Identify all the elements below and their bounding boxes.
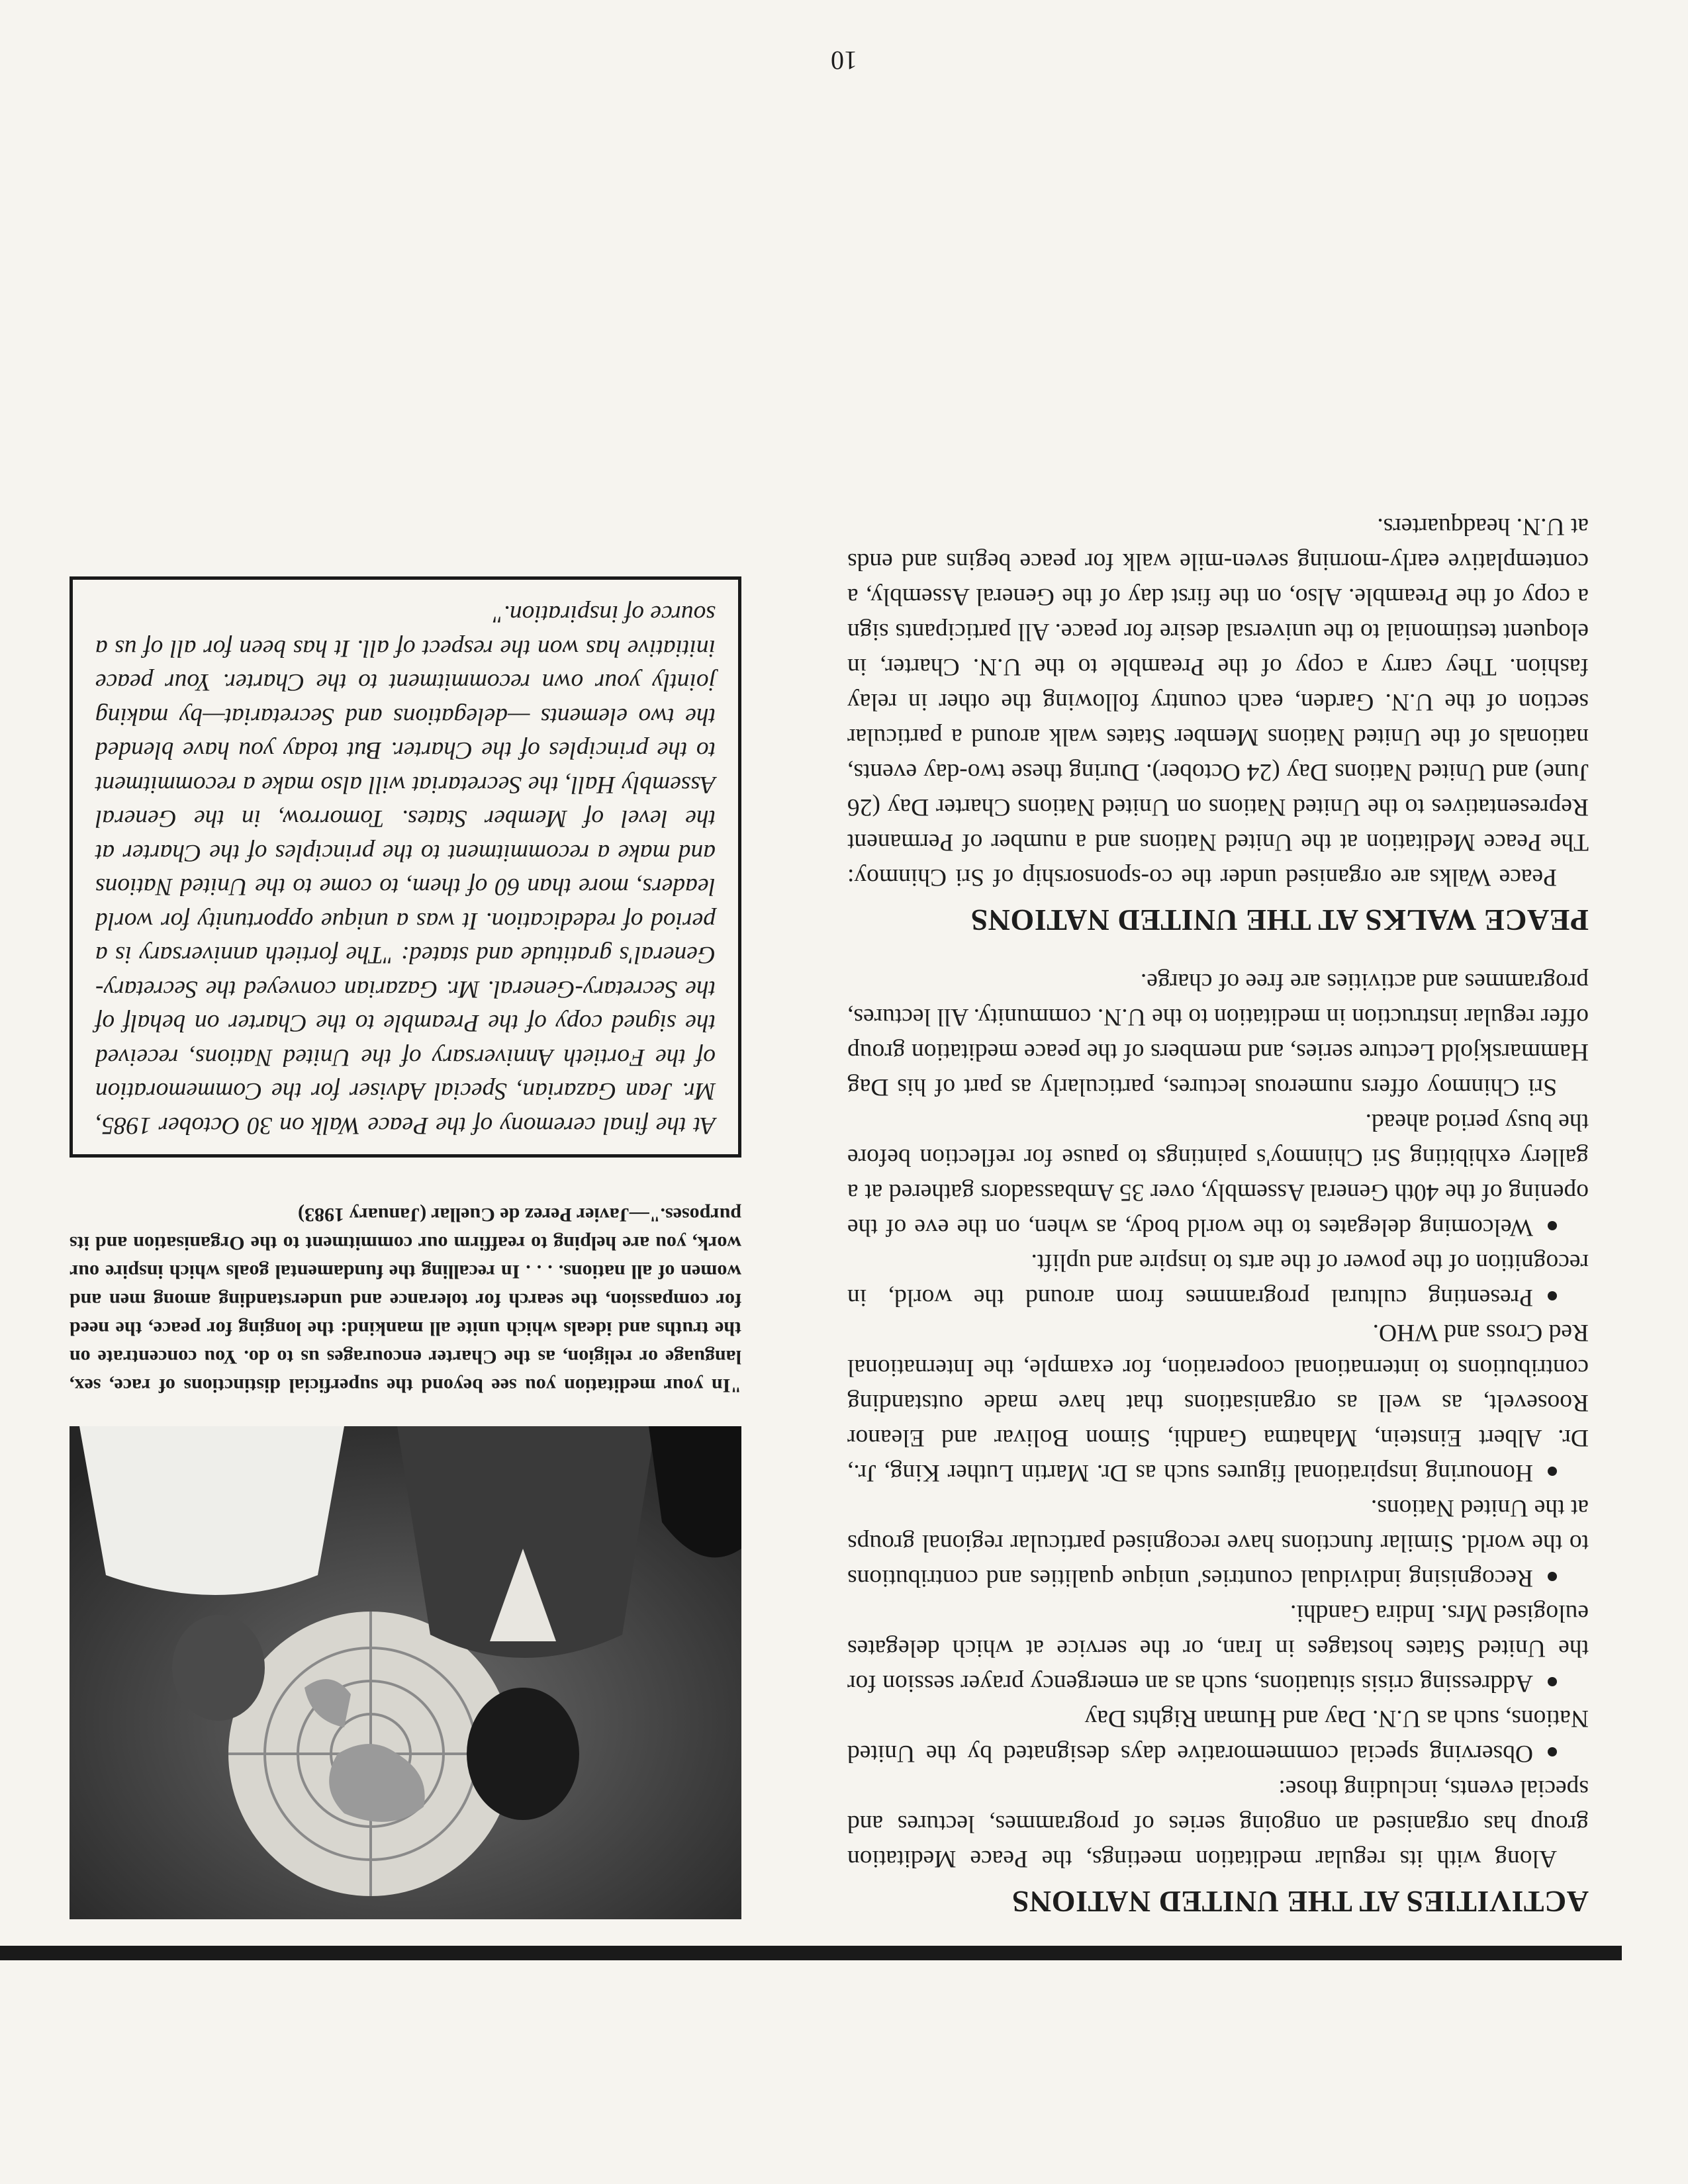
list-item: Observing special commemorative days designated by the United Nations, such as U.N. Day and Human Rights Day [847,1705,1589,1767]
photo-illustration [70,1426,741,1919]
bullet-icon [1548,1467,1557,1476]
peace-walks-heading: PEACE WALKS AT THE UNITED NATIONS [970,903,1589,937]
bullet-icon [1548,1677,1557,1686]
un-emblem-photo [70,1426,741,1919]
bullet-icon [1548,1221,1557,1230]
left-column [847,509,1589,1919]
list-item: Addressing crisis situations, such as an emergency prayer session for the United States hostages in Iran, or the service at which delegates eulogised Mrs. Indira Gandhi. [847,1600,1589,1697]
list-item: Honouring inspirational figures such as Dr. Martin Luther King, Jr., Dr. Albert Einstein, Mahatma Gandhi, Simon Bolivar and Eleanor Roosevelt, as well as organisations that have made outstanding contributions to international cooperation, for example, the International Red Cross and WHO. [847,1319,1589,1486]
activities-heading: ACTIVITIES AT THE UNITED NATIONS [1011,1885,1589,1919]
page-number: 10 [831,46,857,75]
header-rule [0,1946,1622,1960]
perez-de-cuellar-quote: "In your meditation you see beyond the superficial distinctions of race, sex, language or religion, as the Charter encourages us to do. You concentrate on the truths and ideals which unite all mankind: the longing for peace, the need for compassion, the search for tolerance and understanding among men and women of all nations. . . . In recalling the fundamental goals which inspire our work, you are helping to reaffirm our commitment to the Organisation and its purposes."—Javier Perez de Cuellar (January 1983) [70,1204,741,1396]
bullet-icon [1548,1747,1557,1756]
right-column [70,576,741,1919]
peace-walks-paragraph: Peace Walks are organised under the co-sponsorship of Sri Chinmoy: The Peace Meditation at the United Nations and a number of Permanent Representatives to the United Nations on United Nations Charter Day (26 June) and United Nations Day (24 October). During these two-day events, nationals of the United Nations Member States walk around a particular section of the U.N. Garden, each country following the other in relay fashion. They carry a copy of the Preamble to the U.N. Charter, in eloquent testimonial to the universal desire for peace. All participants sign a copy of the Preamble. Also, on the first day of the General Assembly, a contemplative early-morning seven-mile walk for peace begins and ends at U.N. headquarters. [847,513,1589,891]
peace-walk-ceremony-box: At the final ceremony of the Peace Walk on 30 October 1985, Mr. Jean Gazarian, Special Adviser for the Commemoration of the Fortieth Anniversary of the United Nations, received the signed copy of the Preamble to the Charter on behalf of the Secretary-General. Mr. Gazarian conveyed the Secretary-General's gratitude and stated: "The fortieth anniversary is a period of rededication. It was a unique opportunity for world leaders, more than 60 of them, to come to the United Nations and make a recommitment to the principles of the Charter at the level of Member States. Tomorrow, in the General Assembly Hall, the Secretariat will also make a recommitment to the principles of the Charter. But today you have blended the two elements —delegations and Secretariat—by making jointly your own recommitment to the Charter. Your peace initiative has won the respect of all. It has been for all of us a source of inspiration." [70,576,741,1158]
list-item: Recognising individual countries' unique qualities and contributions to the world. Similar functions have recognised particular regional groups at the United Nations. [847,1494,1589,1592]
bullet-icon [1548,1572,1557,1581]
list-item: Presenting cultural programmes from around the world, in recognition of the power of the arts to inspire and uplift. [847,1249,1589,1311]
list-item: Welcoming delegates to the world body, as when, on the eve of the opening of the 40th General Assembly, over 35 Ambassadors gathered at a gallery exhibiting Sri Chinmoy's paintings to pause for reflection before the busy period ahead. [847,1109,1589,1241]
bullet-icon [1548,1291,1557,1300]
activities-list [847,1105,1589,1771]
activities-intro: Along with its regular meditation meetings, the Peace Meditation group has organised an ongoing series of programmes, lectures and special events, including those: [847,1775,1589,1872]
lectures-paragraph: Sri Chinmoy offers numerous lectures, particularly as part of his Dag Hammarskjold Lecture series, and members of the peace meditation group offer regular instruction in meditation to the U.N. community. All lectures, programmes and activities are free of charge. [847,968,1589,1101]
